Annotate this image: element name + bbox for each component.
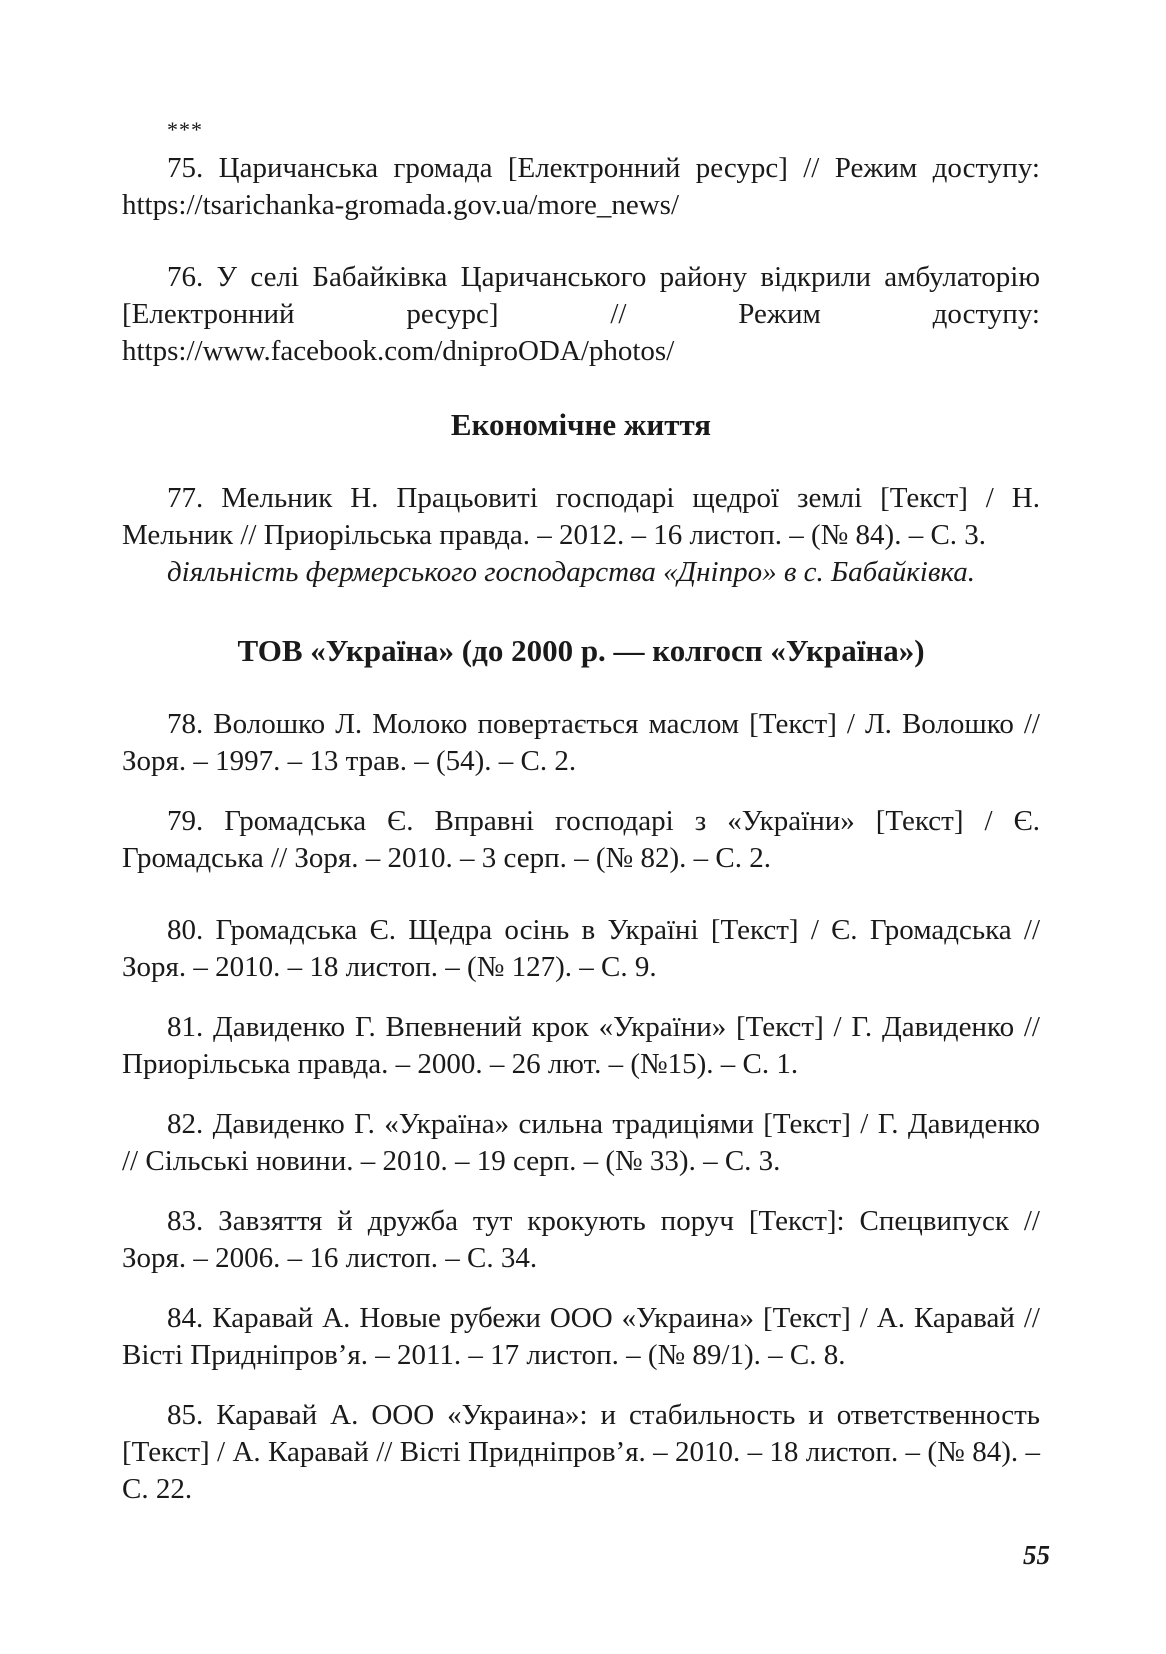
entry-80: 80. Громадська Є. Щедра осінь в Україні [Текст] / Є. Громадська // Зоря. – 2010. – 18 листоп. – (№ 127). – С. 9. bbox=[122, 914, 1040, 983]
entry-75: 75. Царичанська громада [Електронний ресурс] // Режим доступу: https://tsarichanka-gromada.gov.ua/more_news/ bbox=[122, 152, 1040, 221]
entry-78: 78. Волошко Л. Молоко повертається маслом [Текст] / Л. Волошко // Зоря. – 1997. – 13 трав. – (54). – С. 2. bbox=[122, 708, 1040, 777]
entry-82: 82. Давиденко Г. «Україна» сильна традиціями [Текст] / Г. Давиденко // Сільські новини. – 2010. – 19 серп. – (№ 33). – С. 3. bbox=[122, 1108, 1040, 1177]
separator: *** bbox=[167, 117, 203, 142]
entry-81: 81. Давиденко Г. Впевнений крок «України» [Текст] / Г. Давиденко // Приорільська правда. – 2000. – 26 лют. – (№15). – С. 1. bbox=[122, 1011, 1040, 1080]
page-number: 55 bbox=[1023, 1540, 1050, 1570]
entry-84: 84. Каравай А. Новые рубежи ООО «Украина» [Текст] / А. Каравай // Вісті Придніпров’я. – 2011. – 17 листоп. – (№ 89/1). – С. 8. bbox=[122, 1302, 1040, 1371]
entry-83: 83. Завзяття й дружба тут крокують поруч [Текст]: Спецвипуск // Зоря. – 2006. – 16 листоп. – С. 34. bbox=[122, 1205, 1040, 1274]
entry-79: 79. Громадська Є. Вправні господарі з «України» [Текст] / Є. Громадська // Зоря. – 2010. – 3 серп. – (№ 82). – С. 2. bbox=[122, 805, 1040, 874]
entry-77-note: діяльність фермерського господарства «Дніпро» в с. Бабайківка. bbox=[167, 556, 976, 588]
entry-77 bbox=[122, 480, 1040, 591]
book-page bbox=[122, 110, 1040, 1508]
section-heading-economic: Економічне життя bbox=[450, 407, 712, 442]
entry-76: 76. У селі Бабайківка Царичанського району відкрили амбулаторію [Електронний ресурс] // Режим доступу: https://www.facebook.com/dniproODA/photos/ bbox=[122, 261, 1040, 367]
entry-77-text: 77. Мельник Н. Працьовиті господарі щедрої землі [Текст] / Н. Мельник // Приорільська правда. – 2012. – 16 листоп. – (№ 84). – С. 3. bbox=[122, 482, 1040, 551]
section-heading-tov: ТОВ «Україна» (до 2000 р. — колгосп «Україна») bbox=[237, 633, 925, 668]
entry-85: 85. Каравай А. ООО «Украина»: и стабильность и ответственность [Текст] / А. Каравай // Вісті Придніпров’я. – 2010. – 18 листоп. – (№ 84). – С. 22. bbox=[122, 1399, 1040, 1505]
